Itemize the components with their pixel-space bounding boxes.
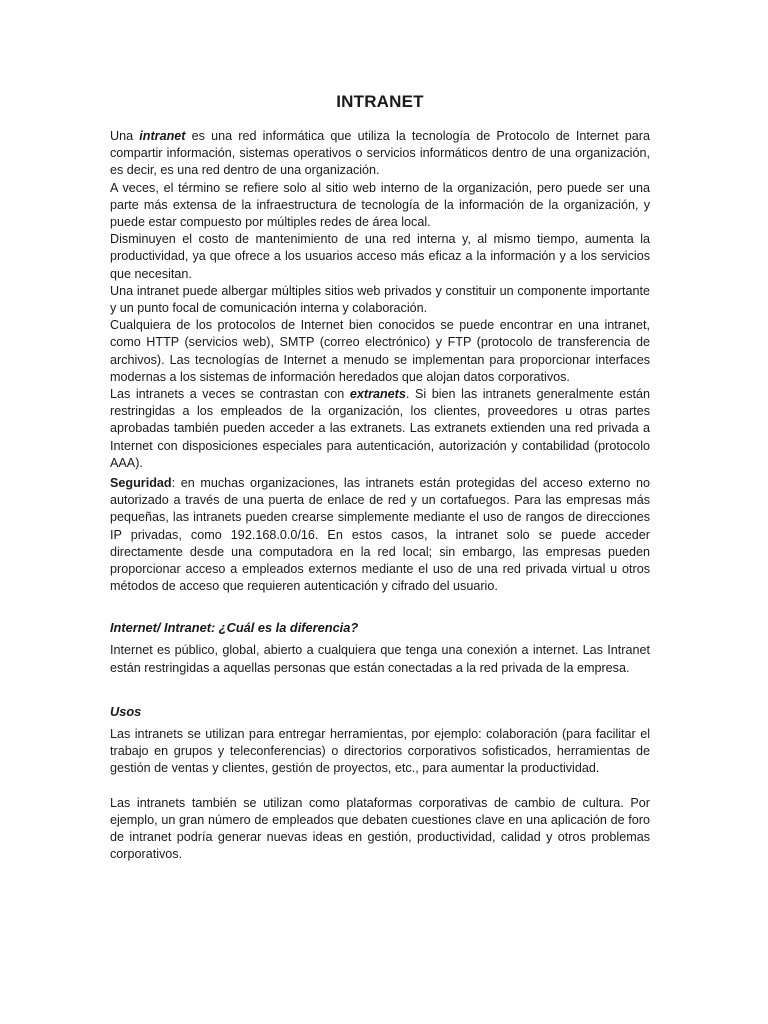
intro-paragraph-3: Disminuyen el costo de mantenimiento de una red interna y, al mismo tiempo, aumenta la productividad, ya que ofrece a los usuarios acceso más eficaz a la información y a los servicios que necesitan. <box>110 232 650 281</box>
intro-p1-post: es una red informática que utiliza la tecnología de Protocolo de Internet para compartir información, sistemas operativos o servicios informáticos dentro de una organización, es decir, es una red dentro de una organización. <box>110 129 650 178</box>
document-title: INTRANET <box>336 92 424 111</box>
intro-paragraph-2: A veces, el término se refiere solo al sitio web interno de la organización, pero puede ser una parte más extensa de la infraestructura de tecnología de la información de la organización, y puede estar compuesto por múltiples redes de área local. <box>110 180 650 230</box>
intro-paragraph-5: Cualquiera de los protocolos de Internet bien conocidos se puede encontrar en una intranet, como HTTP (servicios web), SMTP (correo electrónico) y FTP (protocolo de transferencia de archivos). Las tecnologías de Internet a menudo se implementan para proporcionar interfaces modernas a los sistemas de información heredados que alojan datos corporativos. <box>110 318 650 384</box>
term-intranet: intranet <box>139 129 186 143</box>
intro-p6-pre: Las intranets a veces se contrastan con <box>110 387 350 402</box>
security-label: Seguridad <box>110 476 172 491</box>
term-extranets: extranets <box>349 387 406 402</box>
intro-paragraph-4: Una intranet puede albergar múltiples sitios web privados y constituir un componente importante y un punto focal de comunicación interna y colaboración. <box>110 283 650 316</box>
uses-paragraph-2: Las intranets también se utilizan como plataformas corporativas de cambio de cultura. Por ejemplo, un gran número de empleados que debaten cuestiones clave en una aplicación de foro de intranet podría generar nuevas ideas en gestión, productividad, calidad y otros problemas corporativos. <box>110 795 650 862</box>
intro-paragraph-6 <box>110 386 650 472</box>
spacer <box>110 595 650 619</box>
uses-paragraph-1: Las intranets se utilizan para entregar herramientas, por ejemplo: colaboración (para facilitar el trabajo en grupos y teleconferencias) o directorios corporativos sofisticados, herramientas de gestión de ventas y clientes, gestión de proyectos, etc., para aumentar la productividad. <box>110 726 650 776</box>
intro-paragraph-1 <box>110 128 650 180</box>
spacer <box>110 778 650 795</box>
spacer <box>110 677 650 703</box>
security-text: : en muchas organizaciones, las intranets están protegidas del acceso externo no autorizado a través de una puerta de enlace de red y un cortafuegos. Para las empresas más pequeñas, las intranets pueden crearse simplemente mediante el uso de rangos de direcciones IP privadas, como 192.168.0.0/16. En estos casos, la intranet solo se puede acceder directamente desde una computadora en la red local; sin embargo, las empresas pueden proporcionar acceso a empleados externos mediante el uso de una red privada virtual u otros métodos de acceso que requieren autenticación y cifrado del usuario. <box>110 476 650 594</box>
intro-p1-pre: Una <box>110 129 140 143</box>
security-paragraph <box>110 475 650 595</box>
difference-heading: Internet/ Intranet: ¿Cuál es la diferencia? <box>110 620 359 636</box>
uses-heading: Usos <box>110 703 142 719</box>
difference-paragraph: Internet es público, global, abierto a cualquiera que tenga una conexión a internet. Las Intranet están restringidas a aquellas personas que están conectadas a la red privada de la empresa. <box>110 643 650 675</box>
intro-p6-post: . Si bien las intranets generalmente están restringidas a los empleados de la organización, los clientes, proveedores u otras partes aprobadas también pueden acceder a las extranets. Las extranets extienden una red privada a Internet con disposiciones especiales para autenticación, autorización y contabilidad (protocolo AAA). <box>110 387 650 470</box>
